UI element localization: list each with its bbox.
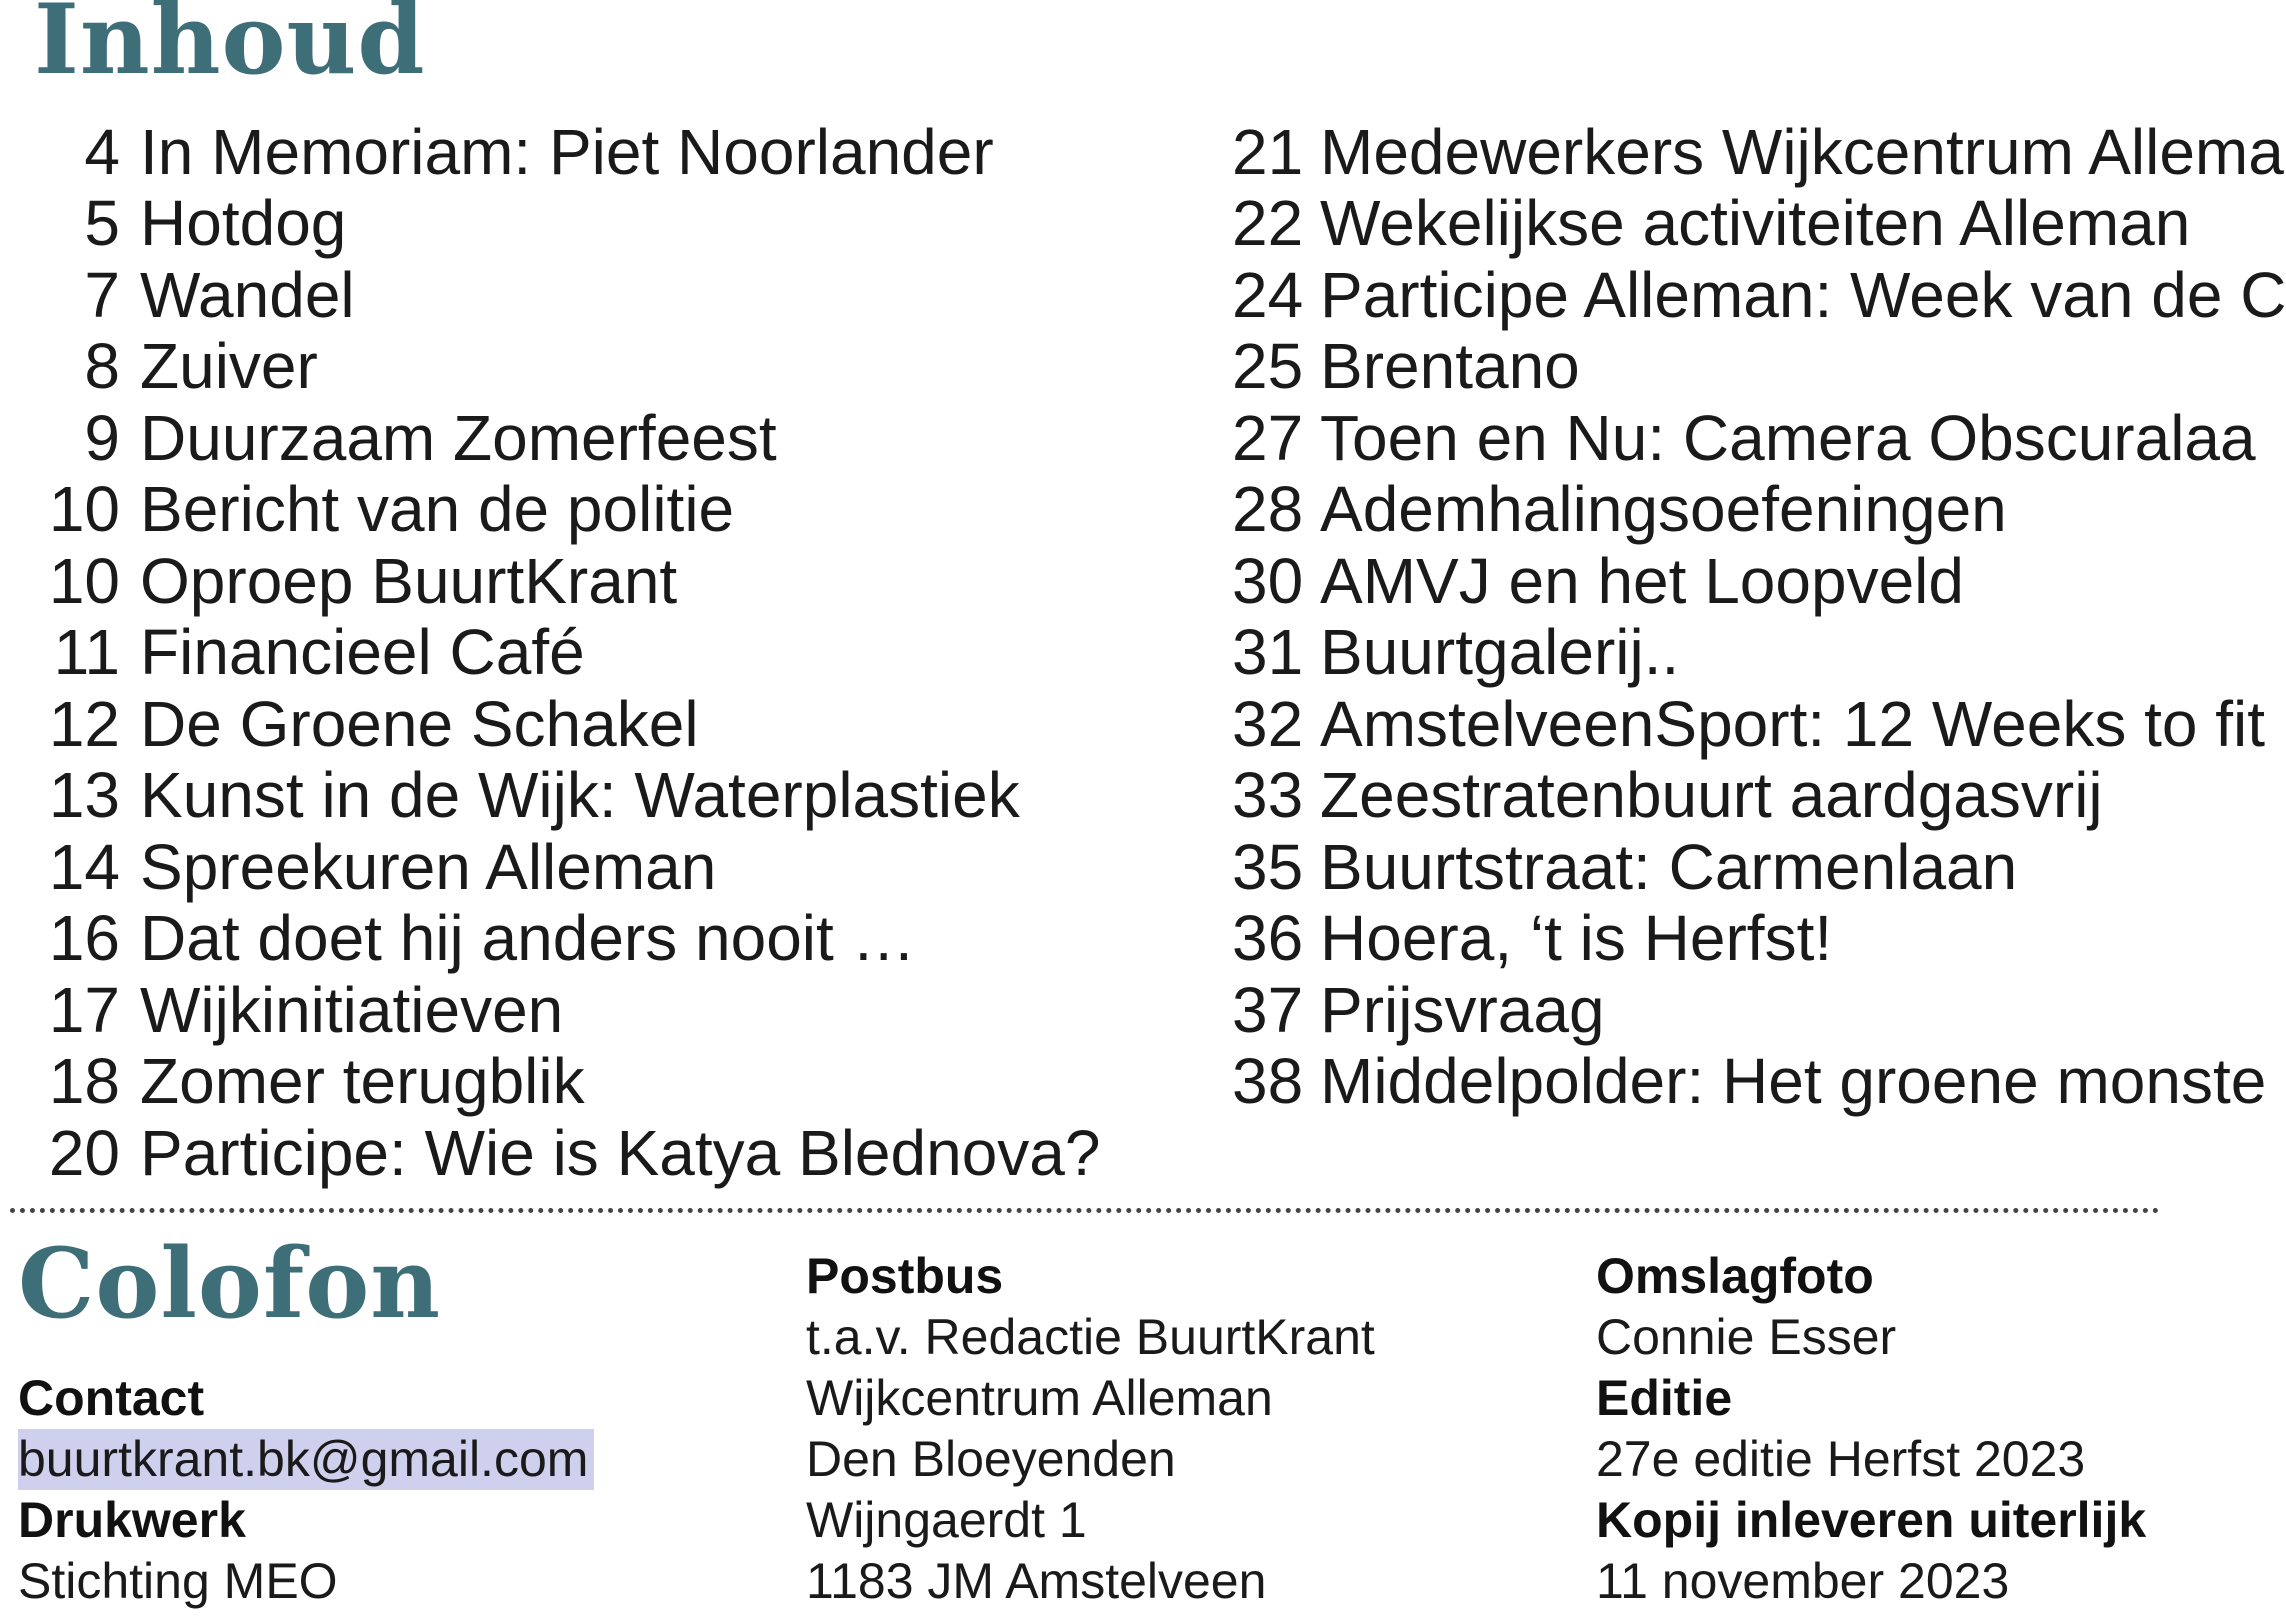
toc-page-number: 8 [84, 330, 120, 403]
toc-page-number: 24 [1232, 258, 1304, 331]
toc-page-number: 5 [84, 187, 120, 260]
toc-page-number: 37 [1232, 973, 1304, 1046]
toc-page-number: 28 [1232, 473, 1304, 546]
toc-page-number: 10 [48, 544, 120, 617]
toc-page-number: 32 [1232, 687, 1304, 760]
toc-item[interactable] [1232, 688, 2286, 760]
toc-item-title: Buurtgalerij.. [1320, 616, 1680, 689]
toc-item-title: Buurtstraat: Carmenlaan [1320, 830, 2018, 903]
toc-item[interactable] [1232, 331, 2286, 403]
postbus-line: Wijkcentrum Alleman [806, 1370, 1273, 1426]
postbus-line: Wijngaerdt 1 [806, 1492, 1087, 1548]
toc-page-number: 9 [84, 401, 120, 474]
toc-item-title: Wijkinitiatieven [140, 973, 564, 1046]
toc-item-title: Prijsvraag [1320, 973, 1605, 1046]
toc-item-title: Hotdog [140, 187, 347, 260]
postbus-label: Postbus [806, 1248, 1004, 1304]
toc-item-title: AMVJ en het Loopveld [1320, 544, 1964, 617]
contact-email-link[interactable]: buurtkrant.bk@gmail.com [18, 1429, 594, 1490]
toc-item-title: Wandel [140, 258, 355, 331]
toc-page-number: 11 [53, 616, 120, 689]
toc-item[interactable] [20, 188, 1100, 260]
colofon-edition-block [1596, 1246, 2146, 1612]
postbus-line: t.a.v. Redactie BuurtKrant [806, 1309, 1375, 1365]
postbus-line: Den Bloeyenden [806, 1431, 1176, 1487]
drukwerk-value: Stichting MEO [18, 1553, 338, 1609]
toc-item[interactable] [1232, 974, 2286, 1046]
toc-item-title: AmstelveenSport: 12 Weeks to fit [1320, 687, 2266, 760]
toc-page-number: 21 [1232, 115, 1304, 188]
toc-page-number: 22 [1232, 187, 1304, 260]
toc-page-number: 10 [48, 473, 120, 546]
kopij-deadline-value: 11 november 2023 [1596, 1553, 2010, 1609]
toc-item-title: Duurzaam Zomerfeest [140, 401, 777, 474]
toc-item[interactable] [1232, 259, 2286, 331]
toc-item[interactable] [20, 402, 1100, 474]
toc-item[interactable] [20, 1117, 1100, 1189]
toc-item-title: Bericht van de politie [140, 473, 735, 546]
contact-label: Contact [18, 1370, 205, 1426]
toc-item[interactable] [20, 259, 1100, 331]
toc-item-title: Dat doet hij anders nooit … [140, 902, 916, 975]
toc-page-number: 30 [1232, 544, 1304, 617]
toc-item-title: Zeestratenbuurt aardgasvrij [1320, 759, 2103, 832]
toc-item[interactable] [20, 116, 1100, 188]
drukwerk-label: Drukwerk [18, 1492, 246, 1548]
editie-label: Editie [1596, 1370, 1733, 1426]
toc-page-number: 16 [48, 902, 120, 975]
toc-item[interactable] [1232, 617, 2286, 689]
colofon-postbus-block [806, 1246, 1375, 1612]
toc-item-title: Participe Alleman: Week van de C [1320, 258, 2286, 331]
toc-item-title: Brentano [1320, 330, 1580, 403]
toc-item-title: Ademhalingsoefeningen [1320, 473, 2007, 546]
toc-page-number: 17 [48, 973, 120, 1046]
toc-item[interactable] [20, 331, 1100, 403]
toc-item-title: Zomer terugblik [140, 1045, 585, 1118]
toc-page-number: 25 [1232, 330, 1304, 403]
toc-item-title: Wekelijkse activiteiten Alleman [1320, 187, 2191, 260]
toc-item[interactable] [1232, 760, 2286, 832]
toc-item[interactable] [20, 903, 1100, 975]
toc-item[interactable] [1232, 1046, 2286, 1118]
toc-item[interactable] [20, 974, 1100, 1046]
toc-item[interactable] [20, 688, 1100, 760]
toc-item[interactable] [1232, 116, 2286, 188]
toc-item-title: Oproep BuurtKrant [140, 544, 678, 617]
toc-page-number: 18 [48, 1045, 120, 1118]
omslagfoto-label: Omslagfoto [1596, 1248, 1874, 1304]
toc-page-number: 7 [84, 258, 120, 331]
toc-page-number: 31 [1232, 616, 1304, 689]
toc-item-title: Toen en Nu: Camera Obscuralaa [1320, 401, 2256, 474]
toc-item[interactable] [20, 831, 1100, 903]
toc-item[interactable] [20, 760, 1100, 832]
toc-item-title: Participe: Wie is Katya Blednova? [140, 1116, 1101, 1189]
toc-page-number: 20 [48, 1116, 120, 1189]
toc-page-number: 14 [48, 830, 120, 903]
editie-value: 27e editie Herfst 2023 [1596, 1431, 2086, 1487]
toc-item-title: Zuiver [140, 330, 318, 403]
colofon-contact-block [18, 1368, 594, 1612]
colofon-heading: Colofon [18, 1227, 442, 1340]
toc-item-title: Medewerkers Wijkcentrum Allema [1320, 115, 2284, 188]
toc-item[interactable] [20, 545, 1100, 617]
toc-item-title: De Groene Schakel [140, 687, 699, 760]
toc-item-title: Hoera, ‘t is Herfst! [1320, 902, 1833, 975]
toc-item[interactable] [20, 617, 1100, 689]
toc-item-title: Financieel Café [140, 616, 585, 689]
toc-page-number: 12 [48, 687, 120, 760]
toc-item[interactable] [1232, 903, 2286, 975]
toc-page-number: 36 [1232, 902, 1304, 975]
toc-item[interactable] [1232, 831, 2286, 903]
dotted-divider [10, 1208, 2160, 1213]
postbus-line: 1183 JM Amstelveen [806, 1553, 1267, 1609]
omslagfoto-value: Connie Esser [1596, 1309, 1897, 1365]
toc-item[interactable] [20, 1046, 1100, 1118]
toc-page-number: 38 [1232, 1045, 1304, 1118]
toc-item-title: In Memoriam: Piet Noorlander [140, 115, 994, 188]
inhoud-heading: Inhoud [34, 0, 426, 96]
toc-page-number: 33 [1232, 759, 1304, 832]
toc-page-number: 13 [48, 759, 120, 832]
toc-item[interactable] [1232, 188, 2286, 260]
toc-page-number: 4 [84, 115, 120, 188]
toc-item[interactable] [20, 474, 1100, 546]
toc-page-number: 35 [1232, 830, 1304, 903]
toc-item-title: Middelpolder: Het groene monste [1320, 1045, 2267, 1118]
kopij-deadline-label: Kopij inleveren uiterlijk [1596, 1492, 2147, 1548]
toc-left-column [20, 116, 1100, 1189]
toc-item[interactable] [1232, 474, 2286, 546]
toc-item-title: Spreekuren Alleman [140, 830, 717, 903]
toc-item[interactable] [1232, 545, 2286, 617]
toc-item-title: Kunst in de Wijk: Waterplastiek [140, 759, 1020, 832]
toc-right-column [1232, 116, 2286, 1117]
toc-page-number: 27 [1232, 401, 1304, 474]
toc-item[interactable] [1232, 402, 2286, 474]
